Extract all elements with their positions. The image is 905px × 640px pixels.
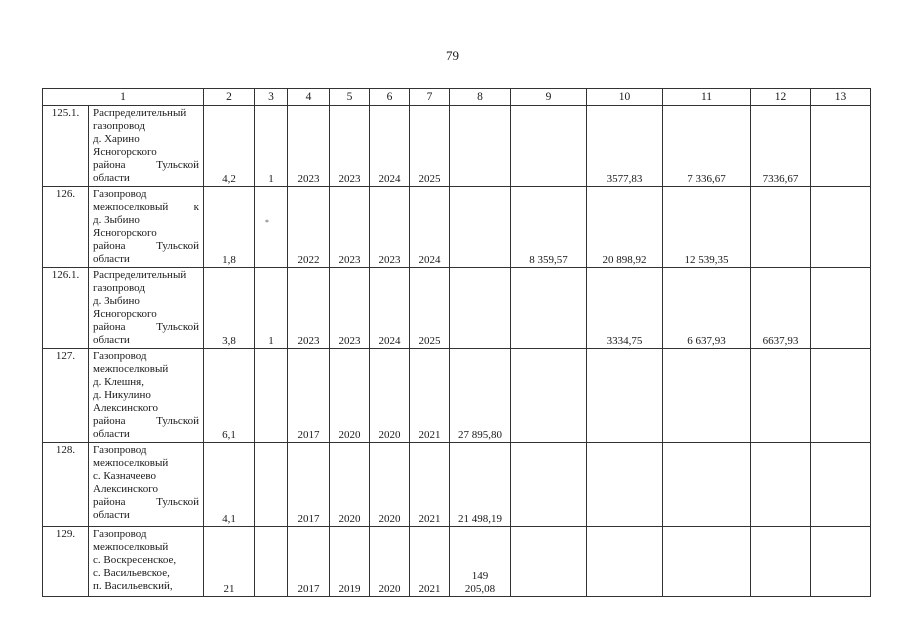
cell-col-5: 2019 bbox=[330, 527, 370, 597]
cell-col-5: 2020 bbox=[330, 443, 370, 527]
header-cell: 4 bbox=[288, 89, 330, 106]
object-name-line: Распределительный bbox=[93, 269, 187, 281]
header-cell: 5 bbox=[330, 89, 370, 106]
object-name-line: газопровод bbox=[93, 120, 145, 132]
cell-col-12: 7336,67 bbox=[751, 106, 811, 187]
row-number-cell: 125.1. bbox=[43, 106, 89, 187]
table-row bbox=[43, 443, 871, 527]
cell-col-11: 12 539,35 bbox=[663, 187, 751, 268]
cell-col-9 bbox=[511, 106, 587, 187]
cell-col-10 bbox=[587, 443, 663, 527]
object-name-line: д. Харино bbox=[93, 133, 140, 145]
object-name-line: Ясногорского bbox=[93, 308, 157, 320]
cell-col-4: 2017 bbox=[288, 349, 330, 443]
cell-col-11 bbox=[663, 349, 751, 443]
object-name-line: межпоселковый bbox=[93, 541, 169, 553]
cell-col-12 bbox=[751, 187, 811, 268]
object-name-line: области bbox=[93, 334, 130, 346]
object-name-line: Алексинского bbox=[93, 483, 158, 495]
cell-col-6: 2020 bbox=[370, 527, 410, 597]
row-number-cell: 127. bbox=[43, 349, 89, 443]
cell-col-11: 7 336,67 bbox=[663, 106, 751, 187]
cell-col-3 bbox=[255, 187, 288, 268]
cell-col-13 bbox=[811, 527, 871, 597]
object-name-cell bbox=[89, 527, 204, 597]
object-name-cell bbox=[89, 187, 204, 268]
cell-col-7: 2021 bbox=[410, 443, 450, 527]
cell-col-13 bbox=[811, 187, 871, 268]
cell-col-10: 3577,83 bbox=[587, 106, 663, 187]
object-name-line: района Тульской bbox=[93, 321, 199, 333]
row-number-cell: 126. bbox=[43, 187, 89, 268]
cell-col-11 bbox=[663, 443, 751, 527]
object-name-line: области bbox=[93, 509, 130, 521]
cell-col-9 bbox=[511, 349, 587, 443]
object-name-line: области bbox=[93, 253, 130, 265]
cell-col-6: 2020 bbox=[370, 443, 410, 527]
cell-col-13 bbox=[811, 349, 871, 443]
cell-col-8: 27 895,80 bbox=[450, 349, 511, 443]
cell-col-6: 2020 bbox=[370, 349, 410, 443]
object-name-line: Газопровод bbox=[93, 188, 147, 200]
cell-col-8: 21 498,19 bbox=[450, 443, 511, 527]
cell-col-13 bbox=[811, 443, 871, 527]
cell-col-7: 2025 bbox=[410, 268, 450, 349]
cell-col-5: 2023 bbox=[330, 187, 370, 268]
table-row bbox=[43, 268, 871, 349]
object-name-line: области bbox=[93, 428, 130, 440]
cell-col-10: 20 898,92 bbox=[587, 187, 663, 268]
cell-col-4: 2023 bbox=[288, 106, 330, 187]
header-cell: 7 bbox=[410, 89, 450, 106]
header-cell: 9 bbox=[511, 89, 587, 106]
object-name-line: Ясногорского bbox=[93, 146, 157, 158]
object-name-line: района Тульской bbox=[93, 240, 199, 252]
cell-col-2: 6,1 bbox=[204, 349, 255, 443]
header-cell: 11 bbox=[663, 89, 751, 106]
page-number: 79 bbox=[446, 48, 459, 63]
cell-col-7: 2025 bbox=[410, 106, 450, 187]
cell-col-12 bbox=[751, 443, 811, 527]
cell-col-5: 2023 bbox=[330, 268, 370, 349]
cell-line: 149 bbox=[471, 570, 489, 582]
header-cell: 13 bbox=[811, 89, 871, 106]
row-number-cell: 126.1. bbox=[43, 268, 89, 349]
cell-col-13 bbox=[811, 268, 871, 349]
cell-col-2: 4,1 bbox=[204, 443, 255, 527]
cell-col-5: 2020 bbox=[330, 349, 370, 443]
cell-col-9 bbox=[511, 527, 587, 597]
object-name-cell bbox=[89, 106, 204, 187]
cell-col-10 bbox=[587, 349, 663, 443]
table-row bbox=[43, 106, 871, 187]
object-name-line: района Тульской bbox=[93, 496, 199, 508]
cell-col-4: 2017 bbox=[288, 443, 330, 527]
object-name-line: Ясногорского bbox=[93, 227, 157, 239]
header-cell: 1 bbox=[43, 89, 204, 106]
object-name-line: области bbox=[93, 172, 130, 184]
object-name-line: газопровод bbox=[93, 282, 145, 294]
scan-mark: * bbox=[265, 218, 269, 227]
table-row bbox=[43, 349, 871, 443]
cell-col-4: 2023 bbox=[288, 268, 330, 349]
cell-col-8 bbox=[450, 187, 511, 268]
object-name-line: Распределительный bbox=[93, 107, 187, 119]
cell-col-12: 6637,93 bbox=[751, 268, 811, 349]
object-name-cell bbox=[89, 268, 204, 349]
header-cell: 8 bbox=[450, 89, 511, 106]
header-row bbox=[43, 89, 871, 106]
cell-col-11: 6 637,93 bbox=[663, 268, 751, 349]
cell-col-7: 2024 bbox=[410, 187, 450, 268]
object-name-line: межпоселковый к bbox=[93, 201, 199, 213]
object-name-line: района Тульской bbox=[93, 159, 199, 171]
object-name-cell bbox=[89, 443, 204, 527]
cell-col-10: 3334,75 bbox=[587, 268, 663, 349]
row-number-cell: 129. bbox=[43, 527, 89, 597]
object-name-cell bbox=[89, 349, 204, 443]
cell-col-8 bbox=[450, 268, 511, 349]
object-name-line: Алексинского bbox=[93, 402, 158, 414]
cell-col-3 bbox=[255, 527, 288, 597]
cell-col-5: 2023 bbox=[330, 106, 370, 187]
header-cell: 10 bbox=[587, 89, 663, 106]
cell-col-6: 2024 bbox=[370, 106, 410, 187]
cell-col-6: 2024 bbox=[370, 268, 410, 349]
cell-col-11 bbox=[663, 527, 751, 597]
table-row bbox=[43, 527, 871, 597]
header-cell: 3 bbox=[255, 89, 288, 106]
cell-col-2: 3,8 bbox=[204, 268, 255, 349]
object-name-line: Газопровод bbox=[93, 350, 147, 362]
cell-col-2: 21 bbox=[204, 527, 255, 597]
object-name-line: Газопровод bbox=[93, 444, 147, 456]
table-row bbox=[43, 187, 871, 268]
data-table bbox=[42, 88, 871, 597]
object-name-line: д. Никулино bbox=[93, 389, 151, 401]
object-name-line: с. Казначеево bbox=[93, 470, 157, 482]
cell-col-9 bbox=[511, 443, 587, 527]
object-name-line: района Тульской bbox=[93, 415, 199, 427]
cell-line: 205,08 bbox=[464, 583, 496, 595]
cell-col-4: 2017 bbox=[288, 527, 330, 597]
cell-col-7: 2021 bbox=[410, 349, 450, 443]
cell-col-9: 8 359,57 bbox=[511, 187, 587, 268]
header-cell: 6 bbox=[370, 89, 410, 106]
cell-col-7: 2021 bbox=[410, 527, 450, 597]
object-name-line: Газопровод bbox=[93, 528, 147, 540]
cell-col-2: 4,2 bbox=[204, 106, 255, 187]
cell-col-3 bbox=[255, 443, 288, 527]
cell-col-12 bbox=[751, 527, 811, 597]
object-name-line: межпоселковый bbox=[93, 363, 169, 375]
cell-col-8 bbox=[450, 106, 511, 187]
object-name-line: с. Васильевское, bbox=[93, 567, 170, 579]
cell-col-10 bbox=[587, 527, 663, 597]
cell-col-4: 2022 bbox=[288, 187, 330, 268]
object-name-line: д. Зыбино bbox=[93, 295, 140, 307]
cell-col-9 bbox=[511, 268, 587, 349]
cell-col-3: 1 bbox=[255, 268, 288, 349]
cell-col-13 bbox=[811, 106, 871, 187]
cell-col-3 bbox=[255, 349, 288, 443]
object-name-line: п. Васильевский, bbox=[93, 580, 173, 592]
cell-col-2: 1,8 bbox=[204, 187, 255, 268]
header-cell: 12 bbox=[751, 89, 811, 106]
header-cell: 2 bbox=[204, 89, 255, 106]
cell-col-12 bbox=[751, 349, 811, 443]
object-name-line: д. Зыбино bbox=[93, 214, 140, 226]
cell-col-6: 2023 bbox=[370, 187, 410, 268]
row-number-cell: 128. bbox=[43, 443, 89, 527]
cell-col-3: 1 bbox=[255, 106, 288, 187]
object-name-line: межпоселковый bbox=[93, 457, 169, 469]
object-name-line: д. Клешня, bbox=[93, 376, 144, 388]
cell-col-8 bbox=[450, 527, 511, 597]
object-name-line: с. Воскресенское, bbox=[93, 554, 177, 566]
